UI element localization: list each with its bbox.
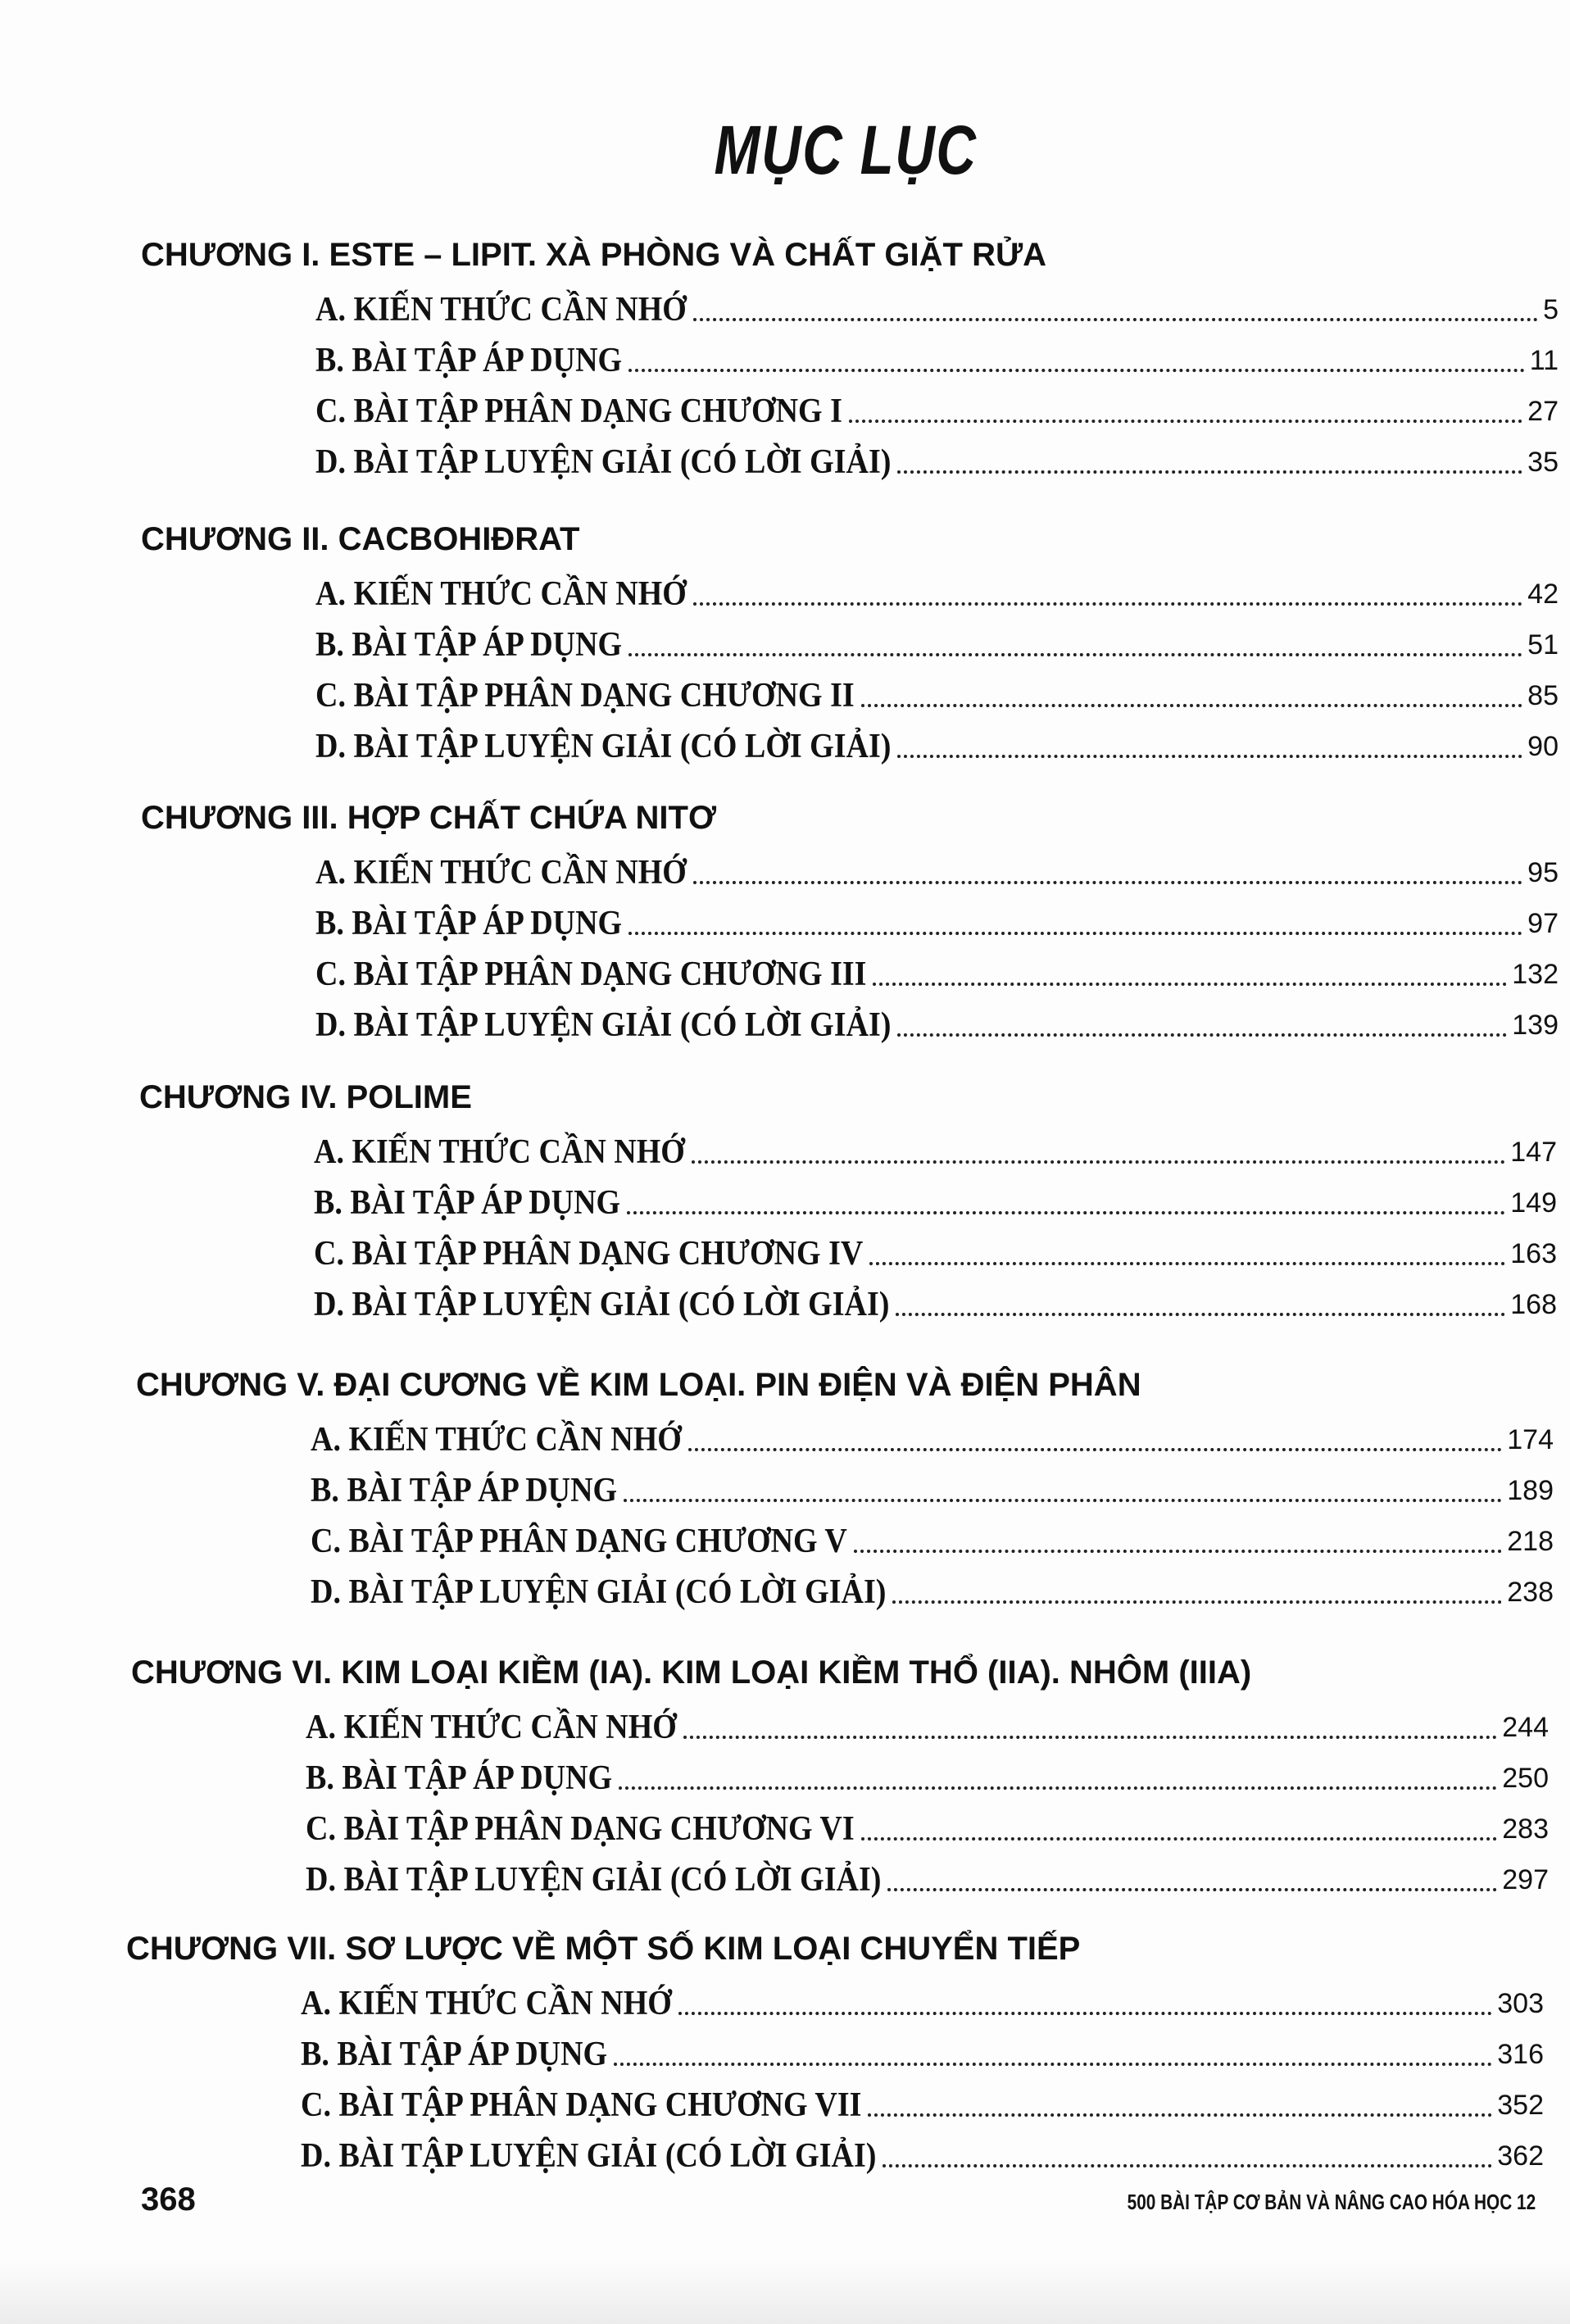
toc-entry (301, 2076, 1544, 2127)
dot-leader (688, 1448, 1502, 1451)
dot-leader (883, 2164, 1492, 2167)
chapter-section (136, 1359, 1554, 1614)
toc-entry-page: 218 (1507, 1526, 1554, 1557)
toc-entry (311, 1563, 1554, 1614)
toc-entry-page: 85 (1527, 680, 1559, 711)
toc-entry-label: B. BÀI TẬP ÁP DỤNG (306, 1759, 613, 1798)
dot-leader (628, 369, 1525, 372)
toc-entry-page: 27 (1527, 396, 1559, 427)
chapter-section (131, 1647, 1549, 1901)
chapter-heading: CHƯƠNG VII. SƠ LƯỢC VỀ MỘT SỐ KIM LOẠI CHUYỂN TIẾP (126, 1931, 1081, 1967)
toc-entry (301, 2025, 1544, 2076)
toc-entry-label: B. BÀI TẬP ÁP DỤNG (315, 341, 623, 380)
toc-entry (311, 1512, 1554, 1563)
toc-entry (301, 2127, 1544, 2177)
toc-entry (311, 1461, 1554, 1512)
toc-entry-page: 244 (1502, 1712, 1549, 1743)
toc-entry-label: C. BÀI TẬP PHÂN DẠNG CHƯƠNG II (315, 676, 855, 715)
toc-entry (306, 1800, 1549, 1850)
dot-leader (897, 470, 1522, 474)
dot-leader (892, 1600, 1502, 1604)
dot-leader (614, 2063, 1492, 2066)
toc-entry-page: 132 (1512, 959, 1559, 990)
toc-entry-label: A. KIẾN THỨC CẦN NHỚ (315, 574, 687, 614)
toc-entry-label: A. KIẾN THỨC CẦN NHỚ (315, 853, 687, 892)
chapter-section (141, 792, 1559, 1046)
toc-entry-label: A. KIẾN THỨC CẦN NHỚ (315, 290, 687, 329)
chapter-heading: CHƯƠNG IV. POLIME (139, 1079, 472, 1115)
dot-leader (693, 602, 1522, 606)
chapter-heading: CHƯƠNG VI. KIM LOẠI KIỀM (IA). KIM LOẠI KIỀM THỔ (IIA). NHÔM (IIIA) (131, 1654, 1252, 1691)
toc-entry-page: 250 (1502, 1763, 1549, 1794)
toc-entry-page: 42 (1527, 579, 1559, 610)
footer-page-number: 368 (141, 2181, 196, 2217)
toc-entry (315, 565, 1559, 615)
toc-entry-page: 168 (1510, 1289, 1557, 1320)
toc-entry (314, 1123, 1557, 1173)
toc-entry-label: B. BÀI TẬP ÁP DỤNG (311, 1471, 618, 1510)
toc-entry-label: C. BÀI TẬP PHÂN DẠNG CHƯƠNG IV (314, 1234, 864, 1273)
chapter-section (141, 514, 1559, 768)
dot-leader (887, 1888, 1497, 1891)
toc-entry-label: C. BÀI TẬP PHÂN DẠNG CHƯƠNG III (315, 955, 867, 994)
toc-entry (306, 1698, 1549, 1749)
toc-entry-page: 189 (1507, 1475, 1554, 1506)
toc-entry (315, 843, 1559, 894)
toc-entry-label: C. BÀI TẬP PHÂN DẠNG CHƯƠNG VII (301, 2086, 862, 2125)
toc-entry-page: 11 (1529, 345, 1559, 376)
toc-entry (315, 615, 1559, 666)
toc-entry-page: 238 (1507, 1577, 1554, 1608)
toc-entry-page: 95 (1527, 857, 1559, 888)
chapter-section (141, 229, 1559, 483)
toc-entry-label: B. BÀI TẬP ÁP DỤNG (314, 1183, 621, 1223)
toc-entry-page: 303 (1497, 1988, 1544, 2019)
chapter-heading: CHƯƠNG II. CACBOHIĐRAT (141, 521, 580, 557)
toc-entry-label: D. BÀI TẬP LUYỆN GIẢI (CÓ LỜI GIẢI) (311, 1573, 887, 1612)
scan-shadow (0, 2258, 1570, 2324)
dot-leader (683, 1736, 1497, 1739)
toc-entry-page: 149 (1510, 1187, 1557, 1219)
dot-leader (861, 704, 1523, 707)
toc-entry (314, 1173, 1557, 1224)
toc-entry-page: 174 (1507, 1424, 1554, 1455)
toc-entry-label: D. BÀI TẬP LUYỆN GIẢI (CÓ LỜI GIẢI) (315, 727, 892, 766)
toc-entry-label: C. BÀI TẬP PHÂN DẠNG CHƯƠNG VI (306, 1809, 855, 1849)
toc-entry-label: A. KIẾN THỨC CẦN NHỚ (301, 1984, 672, 2023)
dot-leader (896, 1313, 1505, 1316)
dot-leader (628, 932, 1522, 935)
toc-entry-label: C. BÀI TẬP PHÂN DẠNG CHƯƠNG V (311, 1522, 847, 1561)
toc-entry-page: 5 (1543, 294, 1559, 325)
toc-entry (306, 1749, 1549, 1800)
toc-entry-page: 283 (1502, 1813, 1549, 1845)
dot-leader (897, 755, 1522, 758)
toc-entry-page: 90 (1527, 731, 1559, 762)
dot-leader (678, 2012, 1492, 2015)
toc-entry (315, 331, 1559, 382)
page-title: MỤC LỤC (714, 111, 978, 188)
toc-entry (315, 945, 1559, 996)
toc-entry-page: 139 (1512, 1010, 1559, 1041)
toc-entry (306, 1850, 1549, 1901)
toc-entry-page: 147 (1510, 1137, 1557, 1168)
chapter-heading: CHƯƠNG V. ĐẠI CƯƠNG VỀ KIM LOẠI. PIN ĐIỆN VÀ ĐIỆN PHÂN (136, 1367, 1141, 1403)
toc-entry-page: 97 (1527, 908, 1559, 939)
toc-entry-label: A. KIẾN THỨC CẦN NHỚ (314, 1132, 685, 1172)
dot-leader (628, 653, 1522, 656)
toc-entry (315, 996, 1559, 1046)
toc-entry (301, 1974, 1544, 2025)
dot-leader (693, 881, 1522, 884)
toc-entry (314, 1224, 1557, 1275)
toc-entry-label: D. BÀI TẬP LUYỆN GIẢI (CÓ LỜI GIẢI) (314, 1285, 890, 1324)
toc-entry (315, 717, 1559, 768)
dot-leader (869, 1262, 1505, 1265)
dot-leader (868, 2113, 1492, 2117)
toc-entry-label: B. BÀI TẬP ÁP DỤNG (301, 2035, 608, 2074)
toc-entry-page: 297 (1502, 1864, 1549, 1895)
chapter-heading: CHƯƠNG I. ESTE – LIPIT. XÀ PHÒNG VÀ CHẤT GIẶT RỬA (141, 237, 1047, 273)
dot-leader (854, 1550, 1502, 1553)
dot-leader (693, 318, 1538, 321)
toc-entry-label: D. BÀI TẬP LUYỆN GIẢI (CÓ LỜI GIẢI) (315, 443, 892, 482)
dot-leader (849, 420, 1522, 423)
toc-entry-page: 51 (1527, 629, 1559, 660)
chapter-heading: CHƯƠNG III. HỢP CHẤT CHỨA NITƠ (141, 800, 717, 836)
toc-entry-label: C. BÀI TẬP PHÂN DẠNG CHƯƠNG I (315, 392, 842, 431)
toc-entry-label: A. KIẾN THỨC CẦN NHỚ (306, 1708, 677, 1747)
toc-entry-page: 163 (1510, 1238, 1557, 1269)
toc-entry-page: 316 (1497, 2039, 1544, 2070)
toc-entry (315, 433, 1559, 483)
dot-leader (873, 983, 1507, 986)
toc-entry-label: D. BÀI TẬP LUYỆN GIẢI (CÓ LỜI GIẢI) (306, 1860, 882, 1900)
toc-entry-page: 35 (1527, 447, 1559, 478)
dot-leader (692, 1160, 1505, 1164)
toc-entry (314, 1275, 1557, 1326)
toc-entry (311, 1410, 1554, 1461)
chapter-section (139, 1072, 1557, 1326)
toc-entry-label: B. BÀI TẬP ÁP DỤNG (315, 625, 623, 665)
dot-leader (897, 1033, 1507, 1037)
toc-entry-label: D. BÀI TẬP LUYỆN GIẢI (CÓ LỜI GIẢI) (301, 2136, 877, 2176)
dot-leader (624, 1499, 1502, 1502)
toc-entry (315, 382, 1559, 433)
toc-entry-label: B. BÀI TẬP ÁP DỤNG (315, 904, 623, 943)
footer-book-title: 500 BÀI TẬP CƠ BẢN VÀ NÂNG CAO HÓA HỌC 12 (1127, 2190, 1536, 2214)
toc-entry (315, 666, 1559, 717)
toc-entry (315, 894, 1559, 945)
toc-entry (315, 280, 1559, 331)
toc-entry-label: A. KIẾN THỨC CẦN NHỚ (311, 1420, 682, 1459)
toc-entry-page: 352 (1497, 2090, 1544, 2121)
dot-leader (627, 1211, 1505, 1214)
chapter-section (126, 1923, 1544, 2177)
toc-entry-page: 362 (1497, 2140, 1544, 2172)
toc-entry-label: D. BÀI TẬP LUYỆN GIẢI (CÓ LỜI GIẢI) (315, 1005, 892, 1045)
dot-leader (861, 1837, 1498, 1841)
dot-leader (619, 1786, 1497, 1790)
